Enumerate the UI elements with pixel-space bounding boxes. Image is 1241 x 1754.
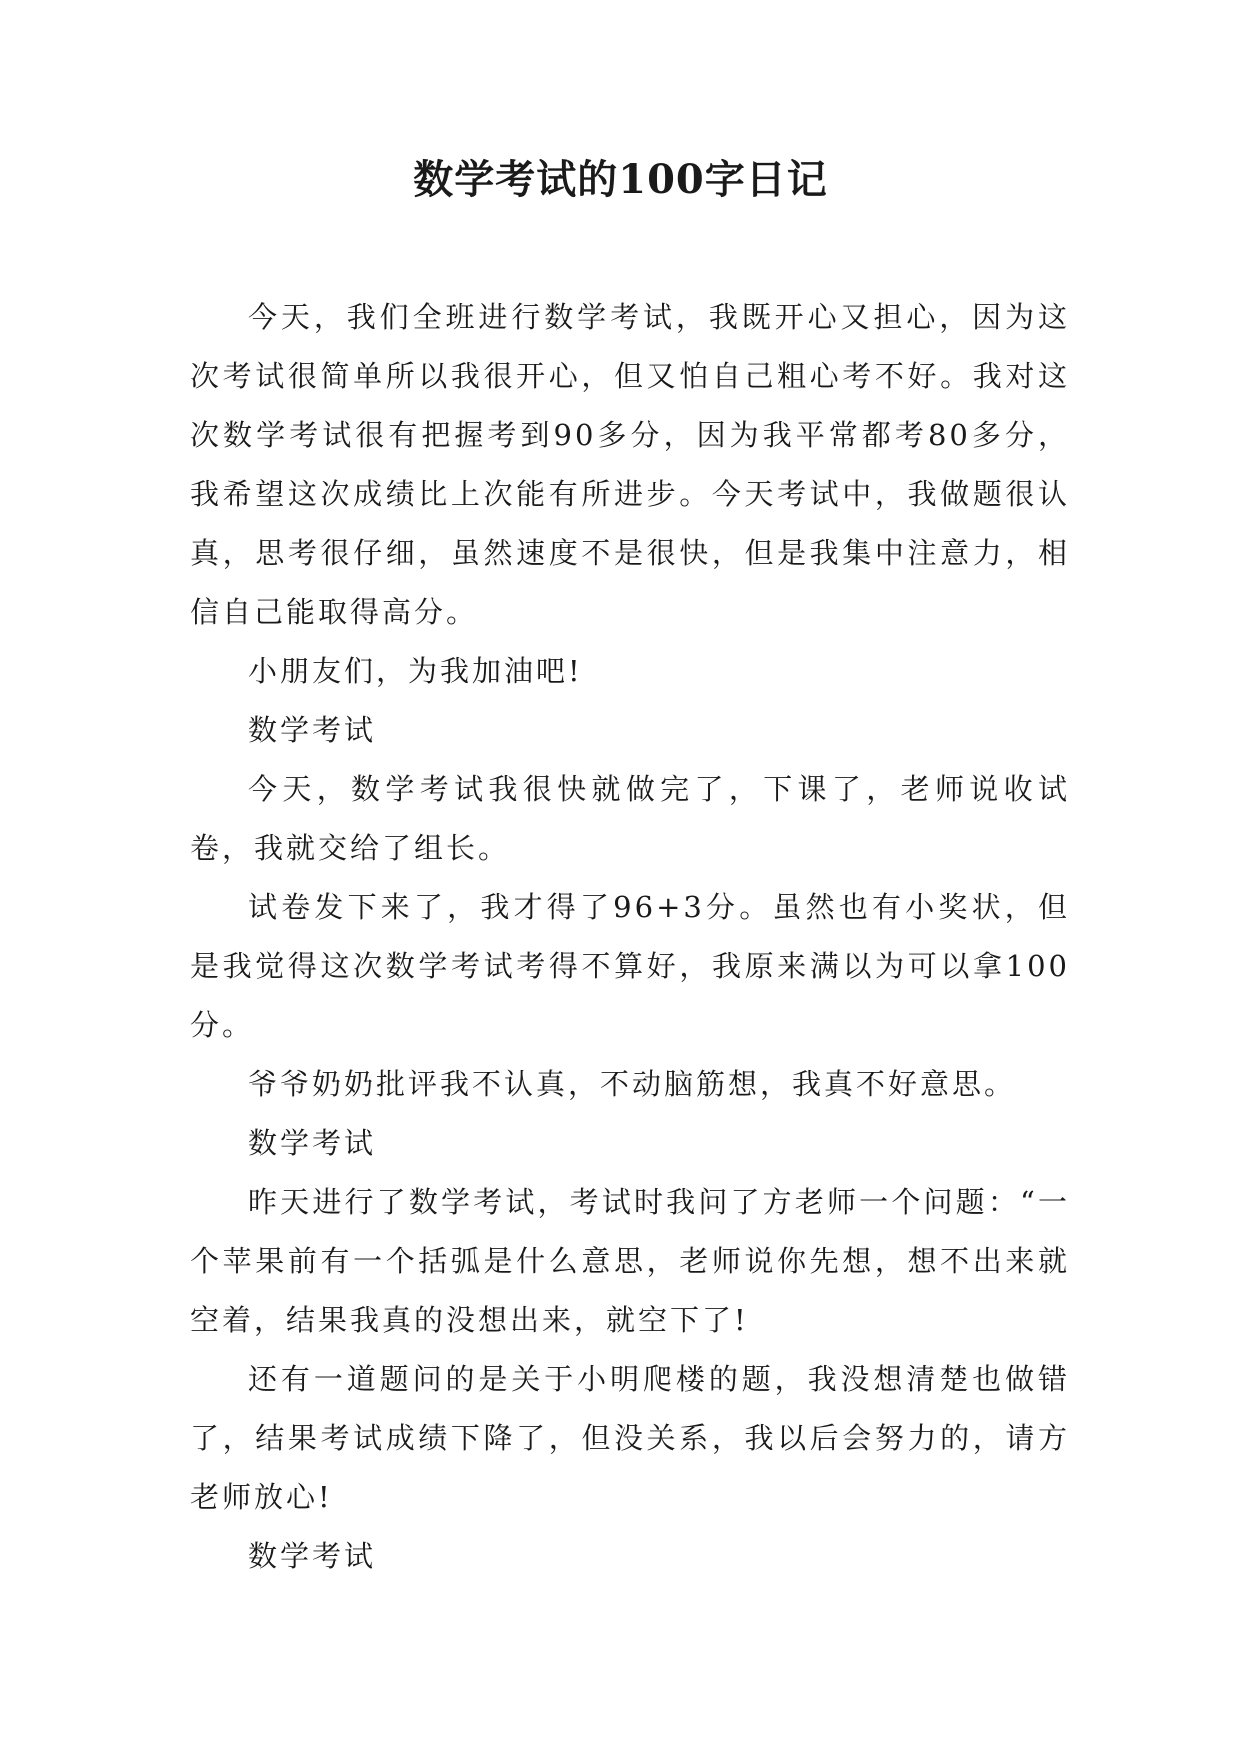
paragraph: 爷爷奶奶批评我不认真，不动脑筋想，我真不好意思。	[248, 1067, 1017, 1101]
page-title: 数学考试的100字日记	[413, 156, 828, 203]
document-body	[190, 288, 1070, 1586]
section-heading: 数学考试	[248, 713, 377, 747]
section-heading: 数学考试	[248, 1539, 377, 1573]
section-heading: 数学考试	[248, 1126, 377, 1160]
paragraph: 今天，我们全班进行数学考试，我既开心又担心，因为这次考试很简单所以我很开心，但又怕自己粗心考不好。我对这次数学考试很有把握考到90多分，因为我平常都考80多分，我希望这次成绩比上次能有所进步。今天考试中，我做题很认真，思考很仔细，虽然速度不是很快，但是我集中注意力，相信自己能取得高分。	[190, 300, 1070, 629]
paragraph: 试卷发下来了，我才得了96+3分。虽然也有小奖状，但是我觉得这次数学考试考得不算好，我原来满以为可以拿100分。	[190, 890, 1070, 1042]
paragraph: 昨天进行了数学考试，考试时我问了方老师一个问题：“一个苹果前有一个括弧是什么意思，老师说你先想，想不出来就空着，结果我真的没想出来，就空下了!	[190, 1185, 1070, 1337]
paragraph: 还有一道题问的是关于小明爬楼的题，我没想清楚也做错了，结果考试成绩下降了，但没关系，我以后会努力的，请方老师放心!	[190, 1362, 1070, 1514]
paragraph: 小朋友们，为我加油吧!	[248, 654, 583, 688]
paragraph: 今天，数学考试我很快就做完了，下课了，老师说收试卷，我就交给了组长。	[190, 772, 1070, 865]
